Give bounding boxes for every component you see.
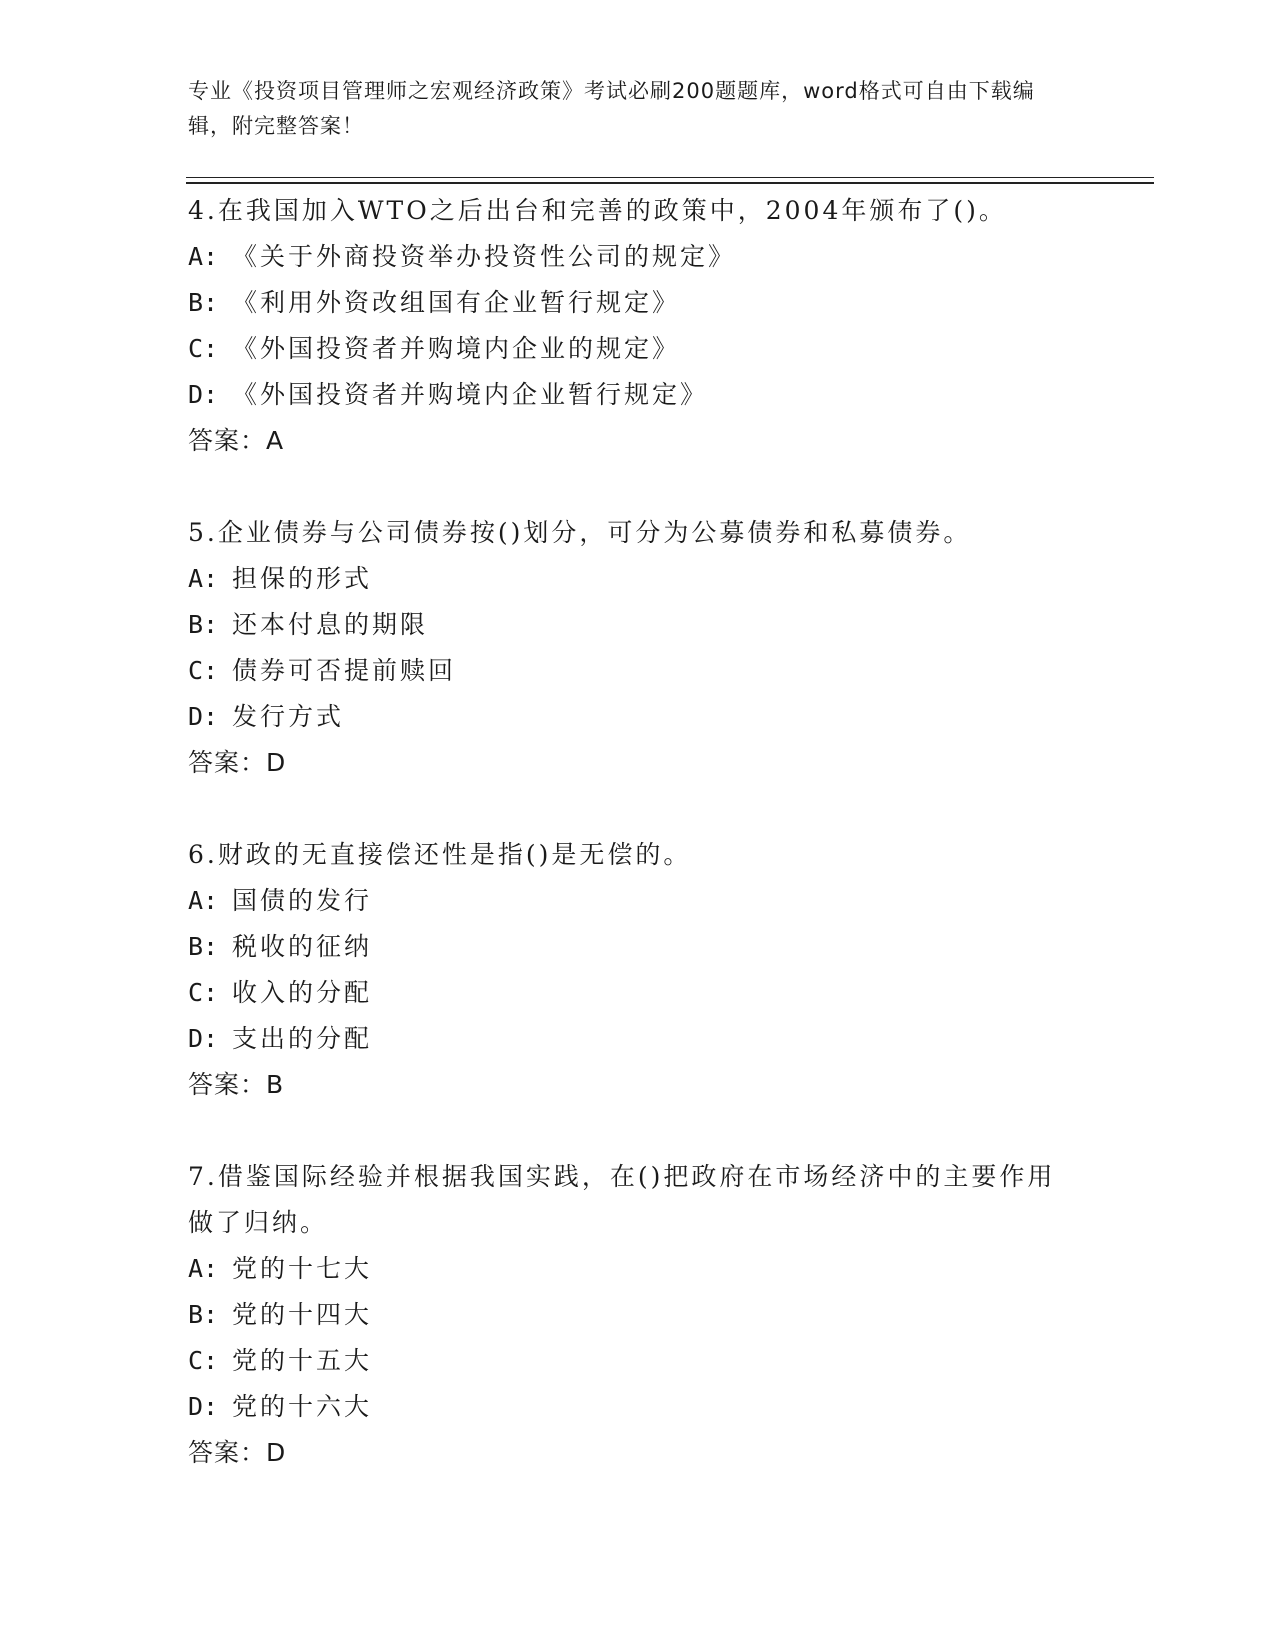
header-rule-thin [186, 177, 1154, 178]
option-c [188, 326, 1088, 372]
option-label: A: [188, 886, 219, 915]
option-c [188, 648, 1088, 694]
option-text: 《外国投资者并购境内企业的规定》 [232, 334, 681, 363]
option-text: 《外国投资者并购境内企业暂行规定》 [232, 380, 709, 409]
option-a [188, 234, 1088, 280]
question-list [188, 188, 1088, 1522]
option-label: D: [188, 1024, 219, 1053]
option-label: D: [188, 380, 219, 409]
document-header: 专业《投资项目管理师之宏观经济政策》考试必刷200题题库，word格式可自由下载编辑，附完整答案！ [188, 79, 1035, 138]
option-b [188, 602, 1088, 648]
option-label: D: [188, 1392, 219, 1421]
option-text: 税收的征纳 [232, 932, 373, 961]
option-label: C: [188, 656, 219, 685]
option-text: 收入的分配 [232, 978, 373, 1007]
option-c [188, 970, 1088, 1016]
option-d [188, 372, 1088, 418]
question-stem: 5.企业债券与公司债券按()划分，可分为公募债券和私募债券。 [188, 518, 972, 547]
answer-line: 答案：B [188, 1070, 285, 1099]
answer-line: 答案：A [188, 426, 285, 455]
option-text: 担保的形式 [232, 564, 373, 593]
option-text: 债券可否提前赎回 [232, 656, 457, 685]
option-label: C: [188, 334, 219, 363]
question-4 [188, 188, 1088, 464]
option-label: B: [188, 1300, 219, 1329]
option-text: 党的十五大 [232, 1346, 373, 1375]
question-stem: 6.财政的无直接偿还性是指()是无偿的。 [188, 840, 692, 869]
option-text: 还本付息的期限 [232, 610, 429, 639]
option-c [188, 1338, 1088, 1384]
option-a [188, 556, 1088, 602]
option-text: 党的十六大 [232, 1392, 373, 1421]
question-6 [188, 832, 1088, 1108]
option-d [188, 1384, 1088, 1430]
option-label: B: [188, 288, 219, 317]
answer-line: 答案：D [188, 748, 287, 777]
option-text: 《关于外商投资举办投资性公司的规定》 [232, 242, 737, 271]
option-a [188, 878, 1088, 924]
answer-line: 答案：D [188, 1438, 287, 1467]
option-text: 发行方式 [232, 702, 345, 731]
option-label: C: [188, 978, 219, 1007]
option-b [188, 924, 1088, 970]
option-b [188, 1292, 1088, 1338]
option-d [188, 694, 1088, 740]
option-b [188, 280, 1088, 326]
option-label: B: [188, 610, 219, 639]
option-label: A: [188, 1254, 219, 1283]
option-label: B: [188, 932, 219, 961]
option-a [188, 1246, 1088, 1292]
option-label: C: [188, 1346, 219, 1375]
option-d [188, 1016, 1088, 1062]
question-stem: 4.在我国加入WTO之后出台和完善的政策中，2004年颁布了()。 [188, 196, 1007, 225]
question-stem: 7.借鉴国际经验并根据我国实践，在()把政府在市场经济中的主要作用做了归纳。 [188, 1162, 1056, 1237]
option-text: 党的十四大 [232, 1300, 373, 1329]
option-text: 党的十七大 [232, 1254, 373, 1283]
header-rule-thick [186, 182, 1154, 184]
option-text: 《利用外资改组国有企业暂行规定》 [232, 288, 681, 317]
option-text: 支出的分配 [232, 1024, 373, 1053]
option-label: D: [188, 702, 219, 731]
option-label: A: [188, 242, 219, 271]
option-text: 国债的发行 [232, 886, 373, 915]
question-7 [188, 1154, 1088, 1476]
question-5 [188, 510, 1088, 786]
option-label: A: [188, 564, 219, 593]
